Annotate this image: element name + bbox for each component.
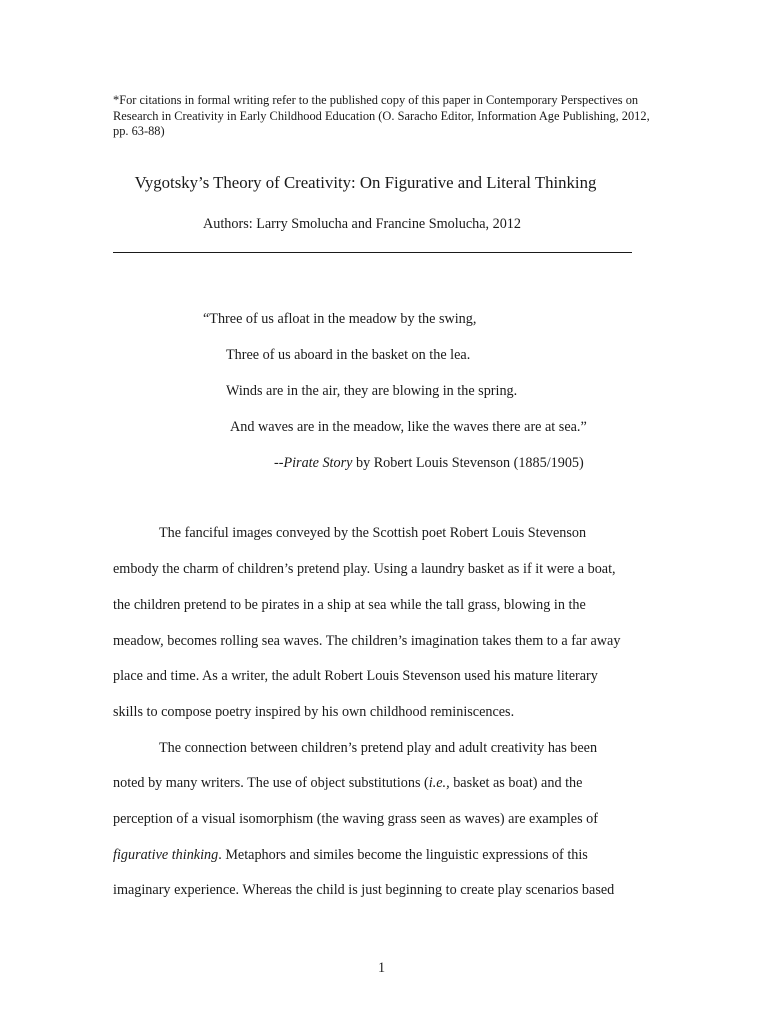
attribution-author: by Robert Louis Stevenson (1885/1905) — [352, 455, 584, 471]
text-run: basket as boat) and the — [449, 775, 583, 791]
paragraph-line: embody the charm of children’s pretend play. Using a laundry basket as if it were a boat, — [113, 561, 616, 577]
page-number: 1 — [378, 960, 386, 976]
poem-attribution — [274, 453, 584, 473]
paragraph-line: place and time. As a writer, the adult Robert Louis Stevenson used his mature literary — [113, 668, 598, 684]
paragraph-line: perception of a visual isomorphism (the waving grass seen as waves) are examples of — [113, 811, 598, 827]
paragraph-line: The fanciful images conveyed by the Scottish poet Robert Louis Stevenson — [159, 525, 587, 541]
citation-note: *For citations in formal writing refer to the published copy of this paper in Contemporary Perspectives on Research in Creativity in Early Childhood Education (O. Saracho Editor, Information Age Publishing, 2012, pp. 63-88) — [113, 93, 650, 138]
text-run: . Metaphors and similes become the linguistic expressions of this — [218, 847, 588, 863]
paragraph-line: The connection between children’s pretend play and adult creativity has been — [159, 740, 598, 756]
poem-line: “Three of us afloat in the meadow by the swing, — [203, 311, 477, 327]
poem-line: Three of us aboard in the basket on the lea. — [226, 347, 471, 363]
authors-line: Authors: Larry Smolucha and Francine Smolucha, 2012 — [203, 216, 521, 232]
paragraph-line — [113, 773, 582, 793]
paragraph-line — [113, 845, 588, 865]
attribution-title: Pirate Story — [283, 455, 353, 471]
italic-run: figurative thinking — [113, 847, 219, 863]
paragraph-line: the children pretend to be pirates in a ship at sea while the tall grass, blowing in the — [113, 597, 586, 613]
poem-line: Winds are in the air, they are blowing in the spring. — [226, 383, 518, 399]
paragraph-line: meadow, becomes rolling sea waves. The children’s imagination takes them to a far away — [113, 633, 621, 649]
text-run: noted by many writers. The use of object substitutions ( — [113, 775, 429, 791]
italic-run: i.e., — [428, 775, 450, 791]
attribution-dashes: -- — [274, 455, 284, 471]
title-divider — [113, 252, 632, 253]
paper-title: Vygotsky’s Theory of Creativity: On Figurative and Literal Thinking — [134, 173, 597, 192]
poem-line: And waves are in the meadow, like the waves there are at sea.” — [230, 419, 587, 435]
paragraph-line: imaginary experience. Whereas the child is just beginning to create play scenarios based — [113, 882, 615, 898]
paragraph-line: skills to compose poetry inspired by his own childhood reminiscences. — [113, 704, 515, 720]
